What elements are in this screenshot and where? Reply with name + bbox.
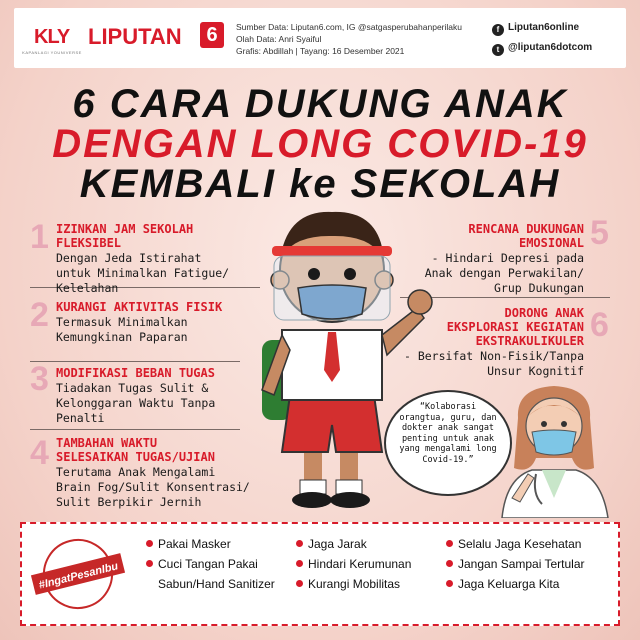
face-shield-band (272, 246, 392, 256)
tip-item (446, 554, 585, 574)
twitter-handle (492, 42, 592, 56)
step-heading: EKSPLORASI KEGIATAN (446, 320, 584, 334)
bullet-icon (446, 540, 453, 547)
facebook-label: Liputan6online (508, 22, 580, 33)
raised-fist (408, 290, 432, 314)
step-1 (56, 222, 246, 295)
title-line-2: DENGAN LONG COVID-19 (52, 122, 588, 166)
tip-text: Jangan Sampai Tertular (458, 557, 585, 571)
doctor-face-mask (532, 430, 576, 455)
divider (30, 429, 240, 430)
step-body: Sulit Berpikir Jernih (56, 495, 202, 509)
step-body: Anak dengan Perwakilan/ (424, 266, 584, 280)
kly-tagline: KAPANLAGI YOUNIVERSE (22, 50, 82, 55)
ingat-pesan-ibu-stamp (30, 534, 126, 614)
step-number: 4 (30, 434, 49, 472)
step-body: Grup Dukungan (493, 281, 584, 295)
step-body: - Bersifat Non-Fisik/Tanpa (403, 349, 584, 363)
step-heading: MODIFIKASI BEBAN TUGAS (56, 366, 215, 380)
tip-item (296, 574, 411, 594)
bullet-icon (296, 580, 303, 587)
quote-text (392, 402, 504, 465)
data-line: Olah Data: Anri Syaiful (236, 34, 322, 44)
twitter-icon: t (492, 44, 504, 56)
facebook-handle (492, 22, 579, 36)
step-number: 2 (30, 296, 49, 334)
graphic-line: Grafis: Abdillah | Tayang: 16 Desember 2021 (236, 46, 405, 56)
step-body: Termasuk Minimalkan (56, 315, 188, 329)
step-body: Brain Fog/Sulit Konsentrasi/ (56, 480, 250, 494)
facebook-icon: f (492, 24, 504, 36)
tips-column-1 (146, 534, 275, 594)
divider (30, 361, 240, 362)
step-number: 6 (590, 306, 609, 344)
step-body: Dengan Jeda Istirahat (56, 251, 202, 265)
right-shoe (330, 492, 370, 508)
tip-item (146, 554, 275, 574)
brand-logo: LIPUTAN (88, 24, 182, 49)
tip-text: Jaga Keluarga Kita (458, 577, 560, 591)
header-bar (14, 8, 626, 68)
step-number: 3 (30, 360, 49, 398)
doctor-illustration (492, 378, 616, 518)
step-heading: RENCANA DUKUNGAN (468, 222, 584, 236)
step-body: Tiadakan Tugas Sulit & (56, 381, 209, 395)
tip-item-continued: Sabun/Hand Sanitizer (158, 577, 275, 591)
quote-line: orangtua, guru, dan (399, 412, 497, 423)
quote-line: “Kolaborasi (419, 402, 477, 412)
tip-item (146, 534, 275, 554)
step-heading: EMOSIONAL (518, 236, 584, 250)
step-heading: IZINKAN JAM SEKOLAH (56, 222, 194, 236)
quote-line: Covid-19.” (422, 454, 474, 465)
source-line: Sumber Data: Liputan6.com, IG @satgasperubahanperilaku (236, 22, 462, 32)
step-body: Terutama Anak Mengalami (56, 465, 216, 479)
step-body: untuk Minimalkan Fatigue/ (56, 266, 230, 280)
step-heading: SELESAIKAN TUGAS/UJIAN (56, 450, 215, 464)
step-heading: KURANGI AKTIVITAS FISIK (56, 300, 223, 314)
tips-column-2 (296, 534, 411, 594)
tip-item (446, 534, 585, 554)
red-shorts (282, 395, 382, 452)
quote-line: dokter anak sangat (401, 423, 495, 433)
step-body: - Hindari Depresi pada (431, 251, 584, 265)
step-heading: TAMBAHAN WAKTU (56, 436, 158, 450)
step-number: 1 (30, 218, 49, 256)
step-number: 5 (590, 214, 609, 252)
step-body: Kelelahan (56, 281, 119, 295)
brand-number-badge: 6 (200, 22, 224, 48)
step-heading: EKSTRAKULIKULER (475, 334, 584, 348)
step-body: Unsur Kognitif (487, 364, 584, 378)
step-body: Kelonggaran Waktu Tanpa (56, 396, 216, 410)
tip-text: Selalu Jaga Kesehatan (458, 537, 582, 551)
bullet-icon (296, 540, 303, 547)
bullet-icon (446, 560, 453, 567)
title-line-1: 6 CARA DUKUNG ANAK (72, 82, 568, 126)
tip-item (296, 554, 411, 574)
bullet-icon (446, 580, 453, 587)
quote-line: penting untuk anak (401, 433, 495, 444)
bullet-icon (146, 540, 153, 547)
quote-line: yang mengalami long (399, 444, 497, 454)
kly-logo: KLY (34, 26, 70, 48)
bullet-icon (146, 560, 153, 567)
step-2 (56, 300, 246, 344)
step-heading: FLEKSIBEL (56, 236, 122, 250)
tip-text: Hindari Kerumunan (308, 557, 412, 571)
step-4 (56, 436, 256, 509)
tip-text: Kurangi Mobilitas (308, 577, 401, 591)
step-body: Kemungkinan Paparan (56, 330, 188, 344)
left-shoe (292, 492, 332, 508)
step-heading: DORONG ANAK (504, 306, 584, 320)
tips-column-3 (446, 534, 585, 594)
bullet-icon (296, 560, 303, 567)
tip-text: Jaga Jarak (308, 537, 367, 551)
tip-item (446, 574, 585, 594)
step-3 (56, 366, 246, 425)
boy-face-mask (298, 285, 366, 319)
stamp-text: #IngatPesanIbu (37, 560, 120, 592)
tip-text: Pakai Masker (158, 537, 231, 551)
tip-item (296, 534, 411, 554)
twitter-label: @liputan6dotcom (508, 42, 593, 53)
tip-text: Cuci Tangan Pakai (158, 557, 258, 571)
title-line-3: KEMBALI ke SEKOLAH (79, 162, 561, 206)
step-body: Penalti (56, 411, 105, 425)
